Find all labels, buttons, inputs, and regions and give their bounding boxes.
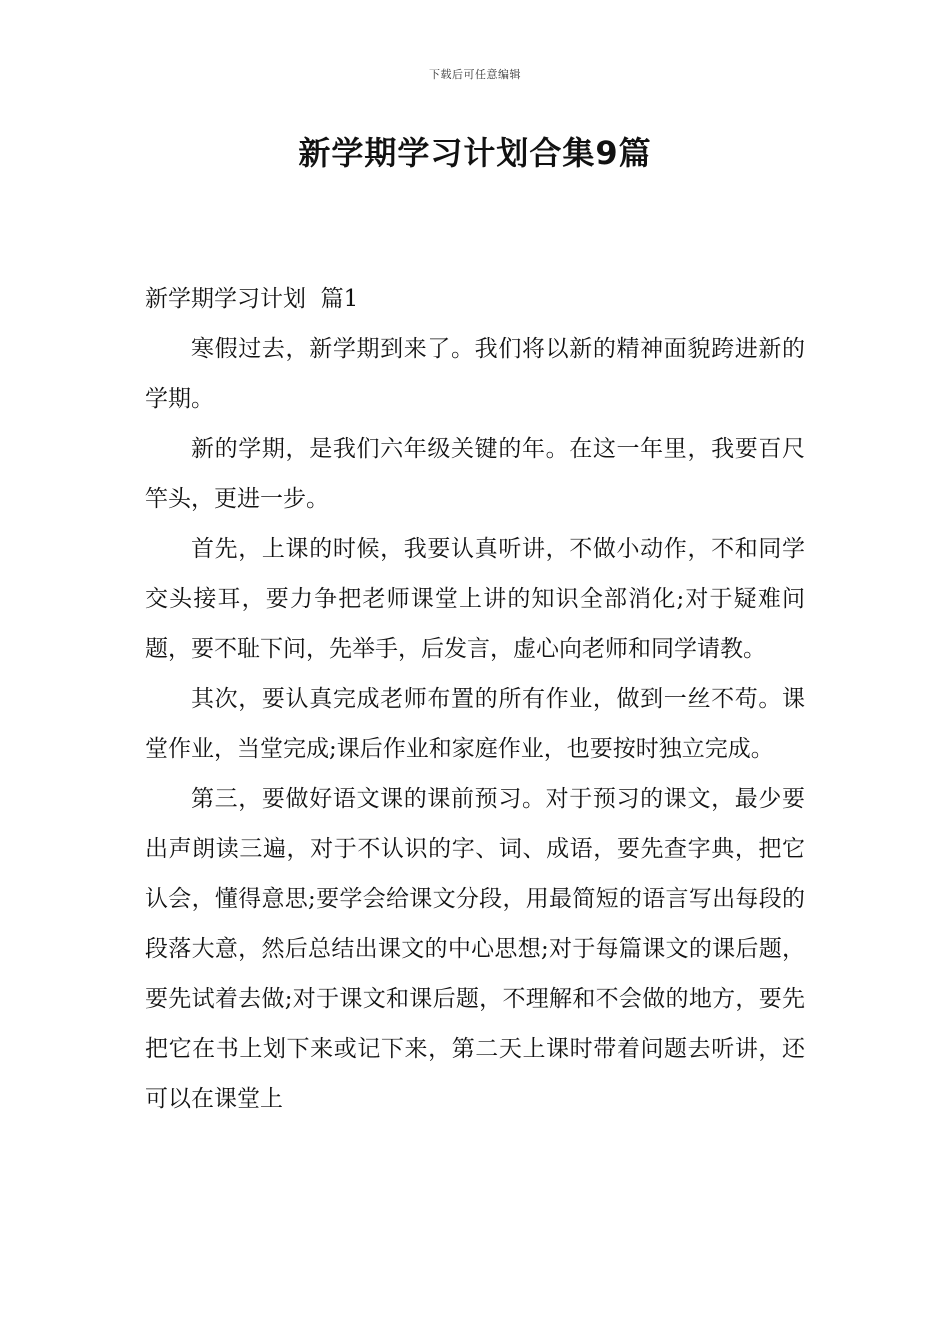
document-title: 新学期学习计划合集9篇 xyxy=(298,134,652,172)
paragraph: 第三，要做好语文课的课前预习。对于预习的课文，最少要出声朗读三遍，对于不认识的字、词、成语，要先查字典，把它认会，懂得意思;要学会给课文分段，用最简短的语言写出每段的段落大意，然后总结出课文的中心思想;对于每篇课文的课后题，要先试着去做;对于课文和课后题，不理解和不会做的地方，要先把它在书上划下来或记下来，第二天上课时带着问题去听讲，还可以在课堂上 xyxy=(145,786,805,1112)
paragraph: 新的学期，是我们六年级关键的年。在这一年里，我要百尺竿头，更进一步。 xyxy=(145,436,805,512)
header-note: 下载后可任意编辑 xyxy=(429,68,521,81)
section-heading: 新学期学习计划 篇1 xyxy=(145,286,359,312)
document-body xyxy=(145,279,805,1124)
paragraph: 其次，要认真完成老师布置的所有作业，做到一丝不苟。课堂作业，当堂完成;课后作业和家庭作业，也要按时独立完成。 xyxy=(145,686,805,762)
paragraph: 寒假过去，新学期到来了。我们将以新的精神面貌跨进新的学期。 xyxy=(145,336,805,412)
paragraph: 首先，上课的时候，我要认真听讲，不做小动作，不和同学交头接耳，要力争把老师课堂上讲的知识全部消化;对于疑难问题，要不耻下问，先举手，后发言，虚心向老师和同学请教。 xyxy=(145,536,805,662)
